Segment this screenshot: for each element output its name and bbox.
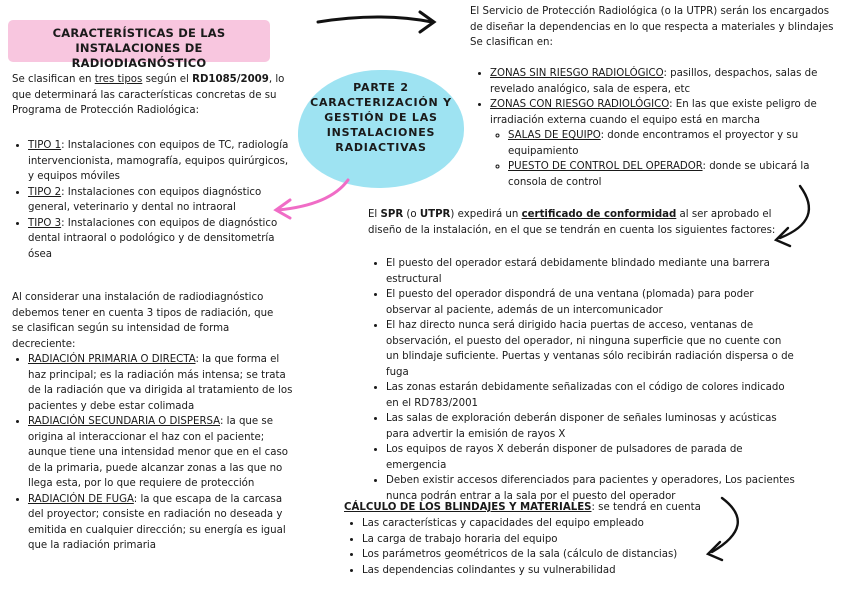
list-item	[28, 138, 295, 185]
part-line-3: GESTIÓN DE LAS	[324, 111, 438, 124]
zona-desc: : pasillos, despachos, salas de revelado analógico, sala de espera, etc	[490, 68, 818, 95]
zona-name: ZONAS CON RIESGO RADIOLÓGICO	[490, 99, 670, 110]
tipos-list	[10, 138, 295, 262]
spr-text-d: UTPR	[419, 209, 451, 220]
calc-heading	[344, 500, 724, 516]
zona-desc: : En las que existe peligro de irradiación externa cuando el equipo está en marcha	[490, 99, 817, 126]
calc-rest: : se tendrá en cuenta	[591, 502, 701, 513]
spr-paragraph	[368, 207, 780, 238]
tipo-name: TIPO 3	[28, 217, 62, 229]
radiation-intro: Al considerar una instalación de radiodiagnóstico debemos tener en cuenta 3 tipos de radiación, que se clasifican según su intensidad de forma decreciente:	[12, 292, 274, 350]
radiation-name: RADIACIÓN PRIMARIA O DIRECTA	[28, 354, 196, 365]
list-item	[28, 492, 295, 554]
list-item	[490, 66, 844, 97]
intro-text-a: Se clasifican en	[12, 74, 95, 85]
sala-name: PUESTO DE CONTROL DEL OPERADOR	[508, 161, 703, 172]
zonas-list	[472, 66, 844, 190]
arrow-right-1-icon	[776, 186, 809, 246]
intro-text-e: , lo que determinará las características concretas de su Programa de Protección Radiológica:	[12, 74, 285, 116]
list-item: • Las características y capacidades del equipo empleado	[362, 516, 724, 532]
radiation-name: RADIACIÓN SECUNDARIA O DISPERSA	[28, 416, 220, 427]
intro-paragraph	[12, 72, 287, 119]
radiation-desc: : la que se origina al interaccionar el haz con el paciente; aunque tiene una intensidad menor que en el caso de la primaria, puede alcanzar zonas a las que no llega esta, por lo que requiere de protección	[28, 416, 289, 489]
arrow-top-right-icon	[318, 12, 434, 32]
intro-text-d: RD1085/2009	[192, 74, 269, 85]
list-item	[28, 216, 295, 263]
list-item: • Las dependencias colindantes y su vulnerabilidad	[362, 563, 724, 579]
spr-text-e: ) expedirá un	[450, 209, 522, 220]
tipo-desc: : Instalaciones con equipos de TC, radiología intervencionista, mamografía, equipos quirúrgicos, y equipos móviles	[28, 140, 289, 182]
intro-text-b: tres tipos	[94, 74, 143, 85]
list-item: • Las salas de exploración deberán disponer de señales luminosas y acústicas para advertir la emisión de rayos X	[386, 411, 796, 442]
list-item: • El puesto del operador estará debidamente blindado mediante una barrera estructural	[386, 256, 796, 287]
part-line-1: PARTE 2	[353, 81, 409, 94]
calc-list	[344, 516, 724, 578]
tipo-desc: : Instalaciones con equipos diagnóstico general, veterinario y dental no intraoral	[28, 186, 262, 213]
list-item: • Deben existir accesos diferenciados para pacientes y operadores, Los pacientes nunca podrán entrar a la sala por el puesto del operador	[386, 473, 796, 504]
list-item	[28, 185, 295, 216]
spr-text-c: (o	[403, 209, 420, 220]
list-item: • Las zonas estarán debidamente señalizadas con el código de colores indicado en el RD783/2001	[386, 380, 796, 411]
part-line-4: INSTALACIONES	[326, 126, 436, 139]
list-item: • Los parámetros geométricos de la sala (cálculo de distancias)	[362, 547, 724, 563]
list-item	[508, 159, 844, 190]
spr-text-b: SPR	[380, 209, 404, 220]
list-item	[490, 97, 844, 190]
spr-text-g: al ser aprobado el diseño de la instalación, en el que se tendrán en cuenta los siguientes factores:	[368, 209, 776, 236]
sala-desc: : donde encontramos el proyector y su equipamiento	[508, 130, 799, 157]
intro-text-c: según el	[142, 74, 193, 85]
radiation-desc: : la que escapa de la carcasa del proyector; consiste en radiación no deseada y emitida en cualquier dirección; su energía es igual que la radiación primaria	[28, 493, 286, 551]
tipo-name: TIPO 2	[28, 186, 62, 198]
radiation-name: RADIACIÓN DE FUGA	[28, 493, 134, 505]
tipo-name: TIPO 1	[28, 140, 62, 151]
spr-text-f: certificado de conformidad	[521, 209, 677, 220]
list-item: • El haz directo nunca será dirigido hacia puertas de acceso, ventanas de observación, el puesto del operador, ni ninguna superficie que no cuente con un blindaje suficiente. Puertas y ventanas sólo recibirán radiación dispersa o de fuga	[386, 318, 796, 380]
part-line-2: CARACTERIZACIÓN Y	[310, 96, 452, 109]
sala-name: SALAS DE EQUIPO	[508, 130, 601, 141]
page-title: CARACTERÍSTICAS DE LAS INSTALACIONES DE RADIODIAGNÓSTICO	[8, 20, 270, 62]
factors-list	[368, 256, 796, 504]
list-item	[508, 128, 844, 159]
list-item: • Los equipos de rayos X deberán disponer de pulsadores de parada de emergencia	[386, 442, 796, 473]
utpr-intro: El Servicio de Protección Radiológica (o la UTPR) serán los encargados de diseñar la dependencias en lo que respecta a materiales y blindajes Se clasifican en:	[470, 6, 834, 48]
part-line-5: RADIACTIVAS	[335, 141, 427, 154]
sala-desc: : donde se ubicará la consola de control	[508, 161, 810, 188]
tipo-desc: : Instalaciones con equipos de diagnóstico dental intraoral o podológico y de densitometría ósea	[28, 217, 278, 260]
list-item: • El puesto del operador dispondrá de una ventana (plomada) para poder observar al paciente, además de un intercomunicador	[386, 287, 796, 318]
list-item: • La carga de trabajo horaria del equipo	[362, 532, 724, 548]
list-item	[28, 414, 295, 492]
radiation-list	[10, 352, 295, 554]
calc-head: CÁLCULO DE LOS BLINDAJES Y MATERIALES	[344, 502, 592, 513]
spr-text-a: El	[368, 209, 381, 220]
zona-name: ZONAS SIN RIESGO RADIOLÓGICO	[490, 68, 664, 79]
radiation-desc: : la que forma el haz principal; es la radiación más intensa; se trata de la radiación que va dirigida al tratamiento de los pacientes y debe estar colimada	[28, 354, 293, 412]
list-item	[28, 352, 295, 414]
